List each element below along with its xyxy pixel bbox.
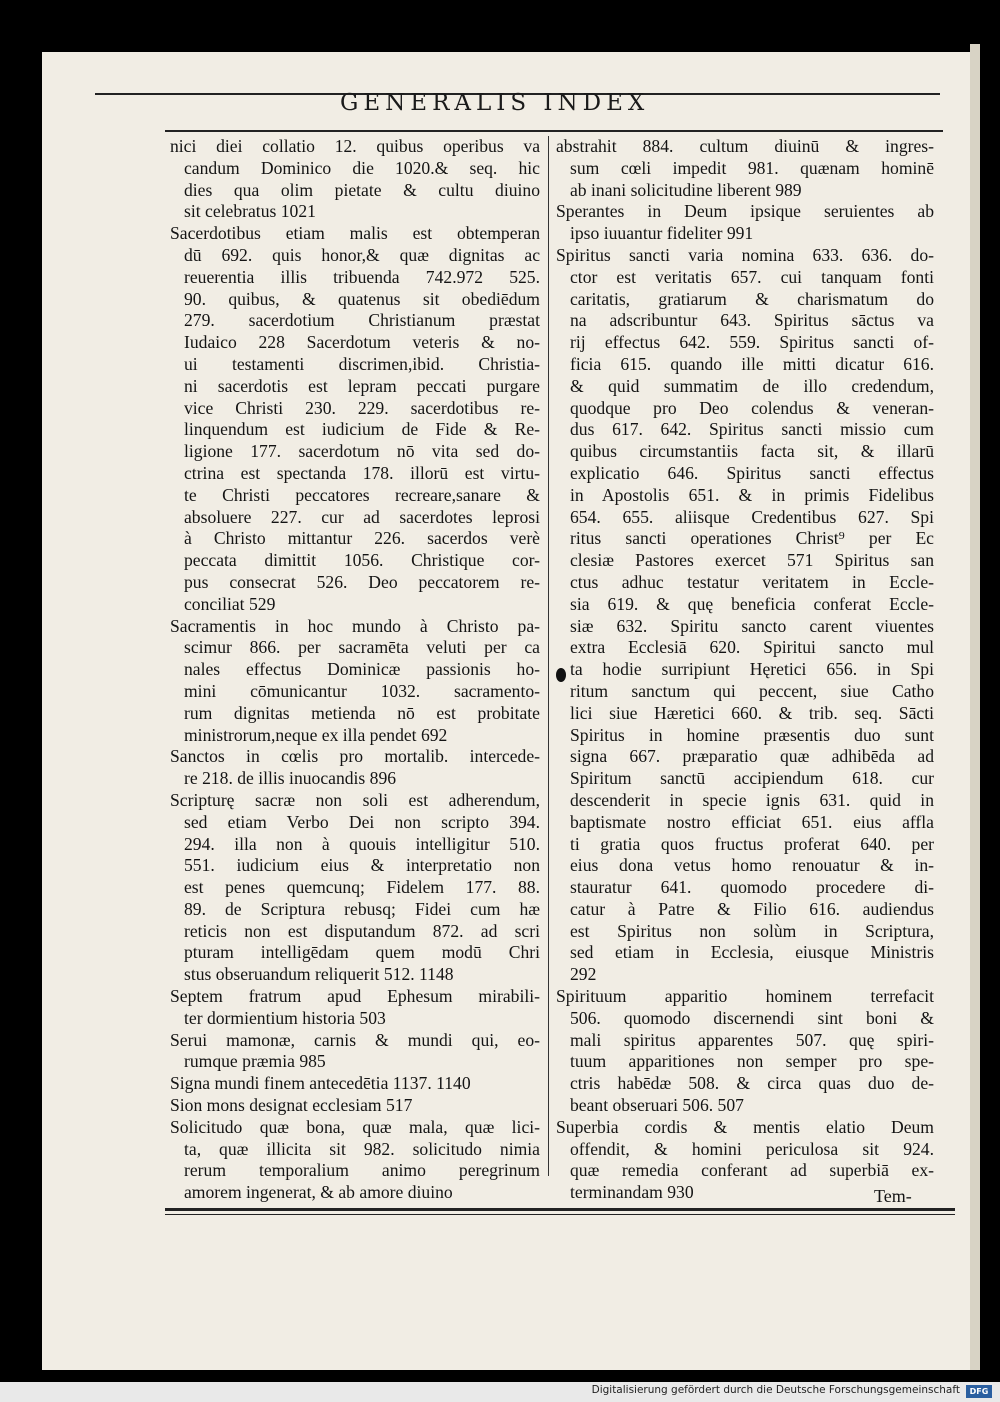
index-line: Sion mons designat ecclesiam 517: [170, 1095, 413, 1116]
index-line: rerum temporalium animo peregrinum: [184, 1160, 540, 1181]
index-line: amorem ingenerat, & ab amore diuino: [184, 1182, 453, 1203]
index-line: sia 619. & quę beneficia conferat Eccle-: [570, 593, 934, 614]
index-line: 551. iudicium eius & interpretatio non: [184, 855, 540, 876]
index-line: 89. de Scriptura rebusq; Fidei cum hæ: [184, 898, 540, 919]
index-line: conciliat 529: [184, 593, 276, 614]
index-line: in Apostolis 651. & in primis Fidelibus: [570, 484, 934, 505]
index-line: ta, quæ illicita sit 982. solicitudo nimia: [184, 1138, 540, 1159]
index-line: pturam intelligēdam quem modū Chri: [184, 942, 540, 963]
index-line: Septem fratrum apud Ephesum mirabili-: [170, 986, 540, 1007]
index-line: reuerentia illis tribuenda 742.972 525.: [184, 266, 540, 287]
index-line: mali spiritus apparentes 507. quę spiri-: [570, 1029, 934, 1050]
running-header: GENERALIS INDEX: [340, 90, 650, 116]
index-line: quibus circumstantiis facta sit, & illarū: [570, 441, 934, 462]
index-line: rum dignitas metienda nō est probitate: [184, 702, 540, 723]
index-line: clesiæ Pastores exercet 571 Spiritus san: [570, 550, 934, 571]
index-line: abstrahit 884. cultum diuinū & ingres-: [556, 136, 934, 156]
index-line: 654. 655. aliisque Credentibus 627. Spi: [570, 506, 934, 527]
index-line: offendit, & homini periculosa sit 924.: [570, 1138, 934, 1159]
index-line: Solicitudo quæ bona, quæ mala, quæ lici-: [170, 1116, 540, 1137]
index-line: Sacerdotibus etiam malis est obtemperan: [170, 223, 540, 244]
index-line: Iudaico 228 Sacerdotum veteris & no-: [184, 332, 540, 353]
index-line: candum Dominico die 1020.& seq. hic: [184, 157, 540, 178]
index-line: siæ 632. Spiritu sancto carent viuentes: [570, 615, 934, 636]
index-line: Scripturę sacræ non soli est adherendum,: [170, 789, 540, 810]
index-line: peccata dimittit 1056. Christique cor-: [184, 550, 540, 571]
index-line: ui testamenti discrimen,ibid. Christia-: [184, 353, 540, 374]
footer-rule-thin: [165, 1214, 955, 1215]
index-line: Spirituum apparitio hominem terrefacit: [556, 986, 934, 1007]
index-line: tuum apparitiones non semper pro spe-: [570, 1051, 934, 1072]
index-line: ritus sancti operationes Christ⁹ per Ec: [570, 528, 934, 549]
index-line: ficia 615. quando ille mitti dicatur 616.: [570, 353, 934, 374]
index-line: absoluere 227. cur ad sacerdotes leprosi: [184, 506, 540, 527]
index-line: ctris habēdæ 508. & circa quas duo de-: [570, 1073, 934, 1094]
index-line: reticis non est disputandum 872. ad scri: [184, 920, 540, 941]
index-line: Spiritus in homine præsentis duo sunt: [570, 724, 934, 745]
index-line: catur à Patre & Filio 616. audiendus: [570, 898, 934, 919]
index-line: eius dona vetus homo renouatur & in-: [570, 855, 934, 876]
index-line: 292: [570, 964, 597, 985]
index-line: Superbia cordis & mentis elatio Deum: [556, 1116, 934, 1137]
index-line: signa 667. præparatio quæ adhibēda ad: [570, 746, 934, 767]
index-line: rij effectus 642. 559. Spiritus sancti of-: [570, 332, 934, 353]
index-line: Spiritum sanctū accipiendum 618. cur: [570, 768, 934, 789]
index-line: 294. illa non à quouis intelligitur 510.: [184, 833, 540, 854]
index-line: terminandam 930: [570, 1182, 694, 1203]
index-line: explicatio 646. Spiritus sancti effectus: [570, 462, 934, 483]
column-divider: [548, 136, 549, 1176]
index-line: sit celebratus 1021: [184, 201, 316, 222]
page-edge: [970, 44, 980, 1370]
index-line: na adscribuntur 643. Spiritus sāctus va: [570, 310, 934, 331]
index-line: & quid summatim de illo credendum,: [570, 375, 934, 396]
index-line: dus 617. 642. Spiritus sancti missio cum: [570, 419, 934, 440]
index-line: 90. quibus, & quatenus sit obediēdum: [184, 288, 540, 309]
index-line: mini cōmunicantur 1032. sacramento-: [184, 680, 540, 701]
index-line: Serui mamonæ, carnis & mundi qui, eo-: [170, 1029, 540, 1050]
index-line: sed etiam in Ecclesia, eiusque Ministris: [570, 942, 934, 963]
footer-rule-thick: [165, 1208, 955, 1211]
index-line: dū 692. quis honor,& quæ dignitas ac: [184, 244, 540, 265]
index-line: ter dormientium historia 503: [184, 1007, 386, 1028]
index-line: dies qua olim pietate & cultu diuino: [184, 179, 540, 200]
index-line: Signa mundi finem antecedētia 1137. 1140: [170, 1073, 471, 1094]
index-line: 279. sacerdotium Christianum præstat: [184, 310, 540, 331]
index-line: Sanctos in cœlis pro mortalib. intercede-: [170, 746, 540, 767]
index-line: te Christi peccatores recreare,sanare &: [184, 484, 540, 505]
header-rule-bottom: [165, 130, 943, 132]
index-line: ctrina est spectanda 178. illorū est virtu-: [184, 462, 540, 483]
index-line: scimur 866. per sacramēta veluti per ca: [184, 637, 540, 658]
index-line: ti gratia quos fructus proferat 640. per: [570, 833, 934, 854]
index-line: sed etiam Verbo Dei non scripto 394.: [184, 811, 540, 832]
index-line: quodque pro Deo colendus & veneran-: [570, 397, 934, 418]
index-line: re 218. de illis inuocandis 896: [184, 768, 397, 789]
index-line: à Christo mittantur 226. sacerdos verè: [184, 528, 540, 549]
index-line: ipso iuuantur fideliter 991: [570, 223, 754, 244]
index-line: vice Christi 230. 229. sacerdotibus re-: [184, 397, 540, 418]
index-line: stauratur 641. quomodo procedere di-: [570, 877, 934, 898]
index-line: baptismate nostro efficiat 651. eius affla: [570, 811, 934, 832]
index-line: ritum sanctum qui peccent, siue Catho: [570, 680, 934, 701]
index-line: 506. quomodo discernendi sint boni &: [570, 1007, 934, 1028]
index-line: beant obseruari 506. 507: [570, 1095, 744, 1116]
index-line: nales effectus Dominicæ passionis ho-: [184, 659, 540, 680]
index-line: quæ remedia conferant ad superbiā ex-: [570, 1160, 934, 1181]
catchword: Tem-: [874, 1186, 912, 1206]
index-line: ministrorum,neque ex illa pendet 692: [184, 724, 448, 745]
footer-credit: Digitalisierung gefördert durch die Deutsche Forschungsgemeinschaft: [591, 1384, 960, 1396]
index-line: ta hodie surripiunt Hęretici 656. in Spi: [570, 659, 934, 680]
index-line: est penes quemcunq; Fidelem 177. 88.: [184, 877, 540, 898]
index-column-right: [556, 136, 934, 1204]
index-column-left: [170, 136, 540, 1204]
index-line: ctus adhuc testatur veritatem in Eccle-: [570, 571, 934, 592]
index-line: ligione 177. sacerdotum nō vita sed do-: [184, 441, 540, 462]
index-line: ab inani solicitudine liberent 989: [570, 179, 802, 200]
index-line: pus consecrat 526. Deo peccatorem re-: [184, 571, 540, 592]
index-line: linquendum est iudicium de Fide & Re-: [184, 419, 540, 440]
index-line: ni sacerdotis est lepram peccati purgare: [184, 375, 540, 396]
dfg-logo-icon: DFG: [966, 1385, 992, 1398]
index-line: caritatis, gratiarum & charismatum do: [570, 288, 934, 309]
index-line: Sperantes in Deum ipsique seruientes ab: [556, 201, 934, 222]
index-line: nici diei collatio 12. quibus operibus va: [170, 136, 540, 156]
index-line: descenderit in specie ignis 631. quid in: [570, 789, 934, 810]
index-line: est Spiritus non solùm in Scriptura,: [570, 920, 934, 941]
index-line: ctor est veritatis 657. cui tanquam fonti: [570, 266, 934, 287]
index-line: Spiritus sancti varia nomina 633. 636. do-: [556, 244, 934, 265]
index-line: stus obseruandum reliquerit 512. 1148: [184, 964, 454, 985]
index-line: lici siue Hæretici 660. & trib. seq. Sācti: [570, 702, 934, 723]
index-line: extra Ecclesiā 620. Spiritui sancto mul: [570, 637, 934, 658]
index-line: rumque præmia 985: [184, 1051, 326, 1072]
index-line: Sacramentis in hoc mundo à Christo pa-: [170, 615, 540, 636]
index-line: sum cœli impedit 981. quænam hominē: [570, 157, 934, 178]
